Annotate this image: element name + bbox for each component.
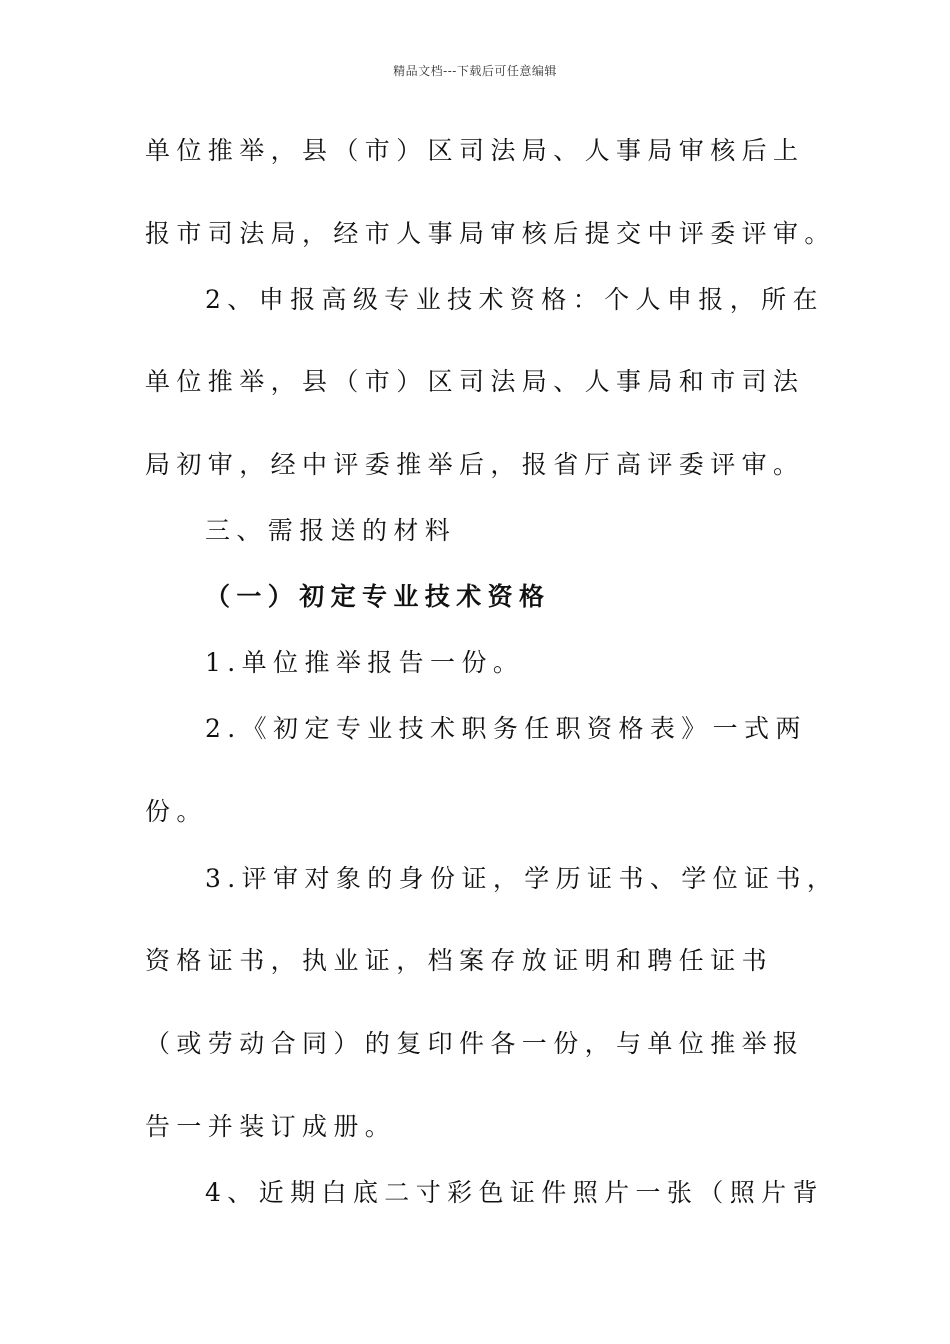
body-line: 单位推举，县（市）区司法局、人事局审核后上 — [145, 136, 805, 165]
body-line: （或劳动合同）的复印件各一份，与单位推举报 — [145, 1029, 805, 1058]
body-line: 报市司法局，经市人事局审核后提交中评委评审。 — [145, 219, 836, 248]
list-item: 1.单位推举报告一份。 — [205, 648, 525, 677]
body-line: 资格证书，执业证，档案存放证明和聘任证书 — [145, 946, 774, 975]
list-item: 4、近期白底二寸彩色证件照片一张（照片背 — [205, 1178, 824, 1207]
list-item: 2.《初定专业技术职务任职资格表》一式两 — [205, 714, 807, 743]
subsection-heading: （一）初定专业技术资格 — [205, 582, 551, 611]
body-line: 告一并装订成册。 — [145, 1112, 397, 1141]
body-line: 2、申报高级专业技术资格：个人申报，所在 — [205, 285, 824, 314]
body-line: 单位推举，县（市）区司法局、人事局和市司法 — [145, 367, 805, 396]
list-item: 3.评审对象的身份证，学历证书、学位证书， — [205, 864, 839, 893]
body-line: 局初审，经中评委推举后，报省厅高评委评审。 — [145, 450, 805, 479]
section-heading: 三、需报送的材料 — [205, 516, 457, 545]
body-line: 份。 — [145, 797, 208, 826]
page-header: 精品文档---下载后可任意编辑 — [393, 64, 557, 78]
